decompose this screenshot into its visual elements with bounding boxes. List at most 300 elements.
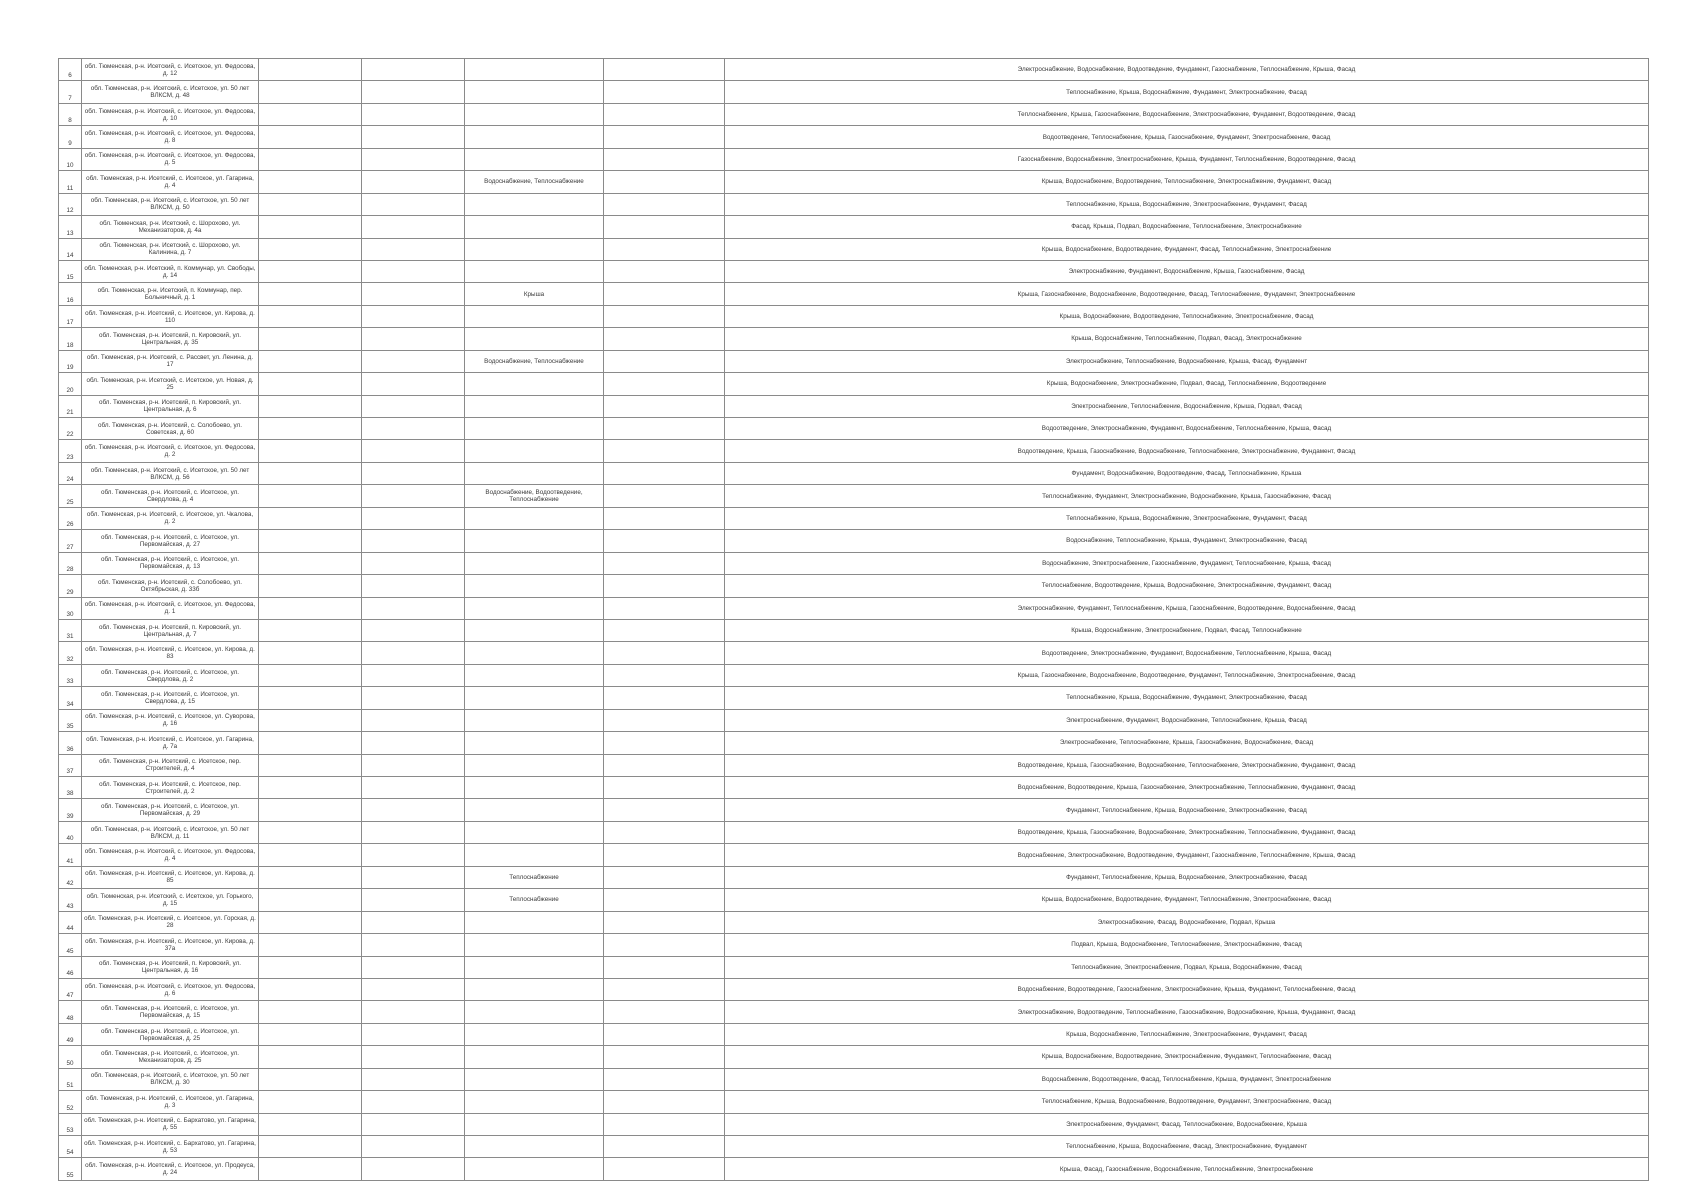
empty-cell <box>604 148 725 170</box>
row-number-cell: 11 <box>59 171 82 193</box>
empty-cell <box>362 552 465 574</box>
empty-cell <box>362 1046 465 1068</box>
works-list-cell: Теплоснабжение, Водоотведение, Крыша, Водоснабжение, Электроснабжение, Фундамент, Фасад <box>725 575 1649 597</box>
works-list-cell: Фундамент, Теплоснабжение, Крыша, Водоснабжение, Электроснабжение, Фасад <box>725 866 1649 888</box>
empty-cell <box>259 59 362 81</box>
planned-works-cell <box>465 1136 604 1158</box>
row-number-cell: 15 <box>59 260 82 282</box>
address-cell: обл. Тюменская, р-н. Исетский, с. Исетское, ул. 50 лет ВЛКСМ, д. 30 <box>82 1068 259 1090</box>
empty-cell <box>604 81 725 103</box>
empty-cell <box>259 709 362 731</box>
address-cell: обл. Тюменская, р-н. Исетский, с. Исетское, пер. Строителей, д. 4 <box>82 754 259 776</box>
empty-cell <box>604 934 725 956</box>
planned-works-cell <box>465 732 604 754</box>
address-cell: обл. Тюменская, р-н. Исетский, с. Исетское, ул. Свердлова, д. 15 <box>82 687 259 709</box>
planned-works-cell: Водоснабжение, Теплоснабжение <box>465 350 604 372</box>
address-cell: обл. Тюменская, р-н. Исетский, п. Коммунар, пер. Больничный, д. 1 <box>82 283 259 305</box>
works-list-cell: Теплоснабжение, Крыша, Водоснабжение, Электроснабжение, Фундамент, Фасад <box>725 507 1649 529</box>
row-number-cell: 40 <box>59 821 82 843</box>
address-cell: обл. Тюменская, р-н. Исетский, с. Исетское, пер. Строителей, д. 2 <box>82 777 259 799</box>
planned-works-cell <box>465 260 604 282</box>
works-list-cell: Электроснабжение, Теплоснабжение, Водоснабжение, Крыша, Фасад, Фундамент <box>725 350 1649 372</box>
empty-cell <box>604 350 725 372</box>
works-list-cell: Водоотведение, Электроснабжение, Фундамент, Водоснабжение, Теплоснабжение, Крыша, Фасад <box>725 418 1649 440</box>
empty-cell <box>259 664 362 686</box>
empty-cell <box>259 1001 362 1023</box>
address-cell: обл. Тюменская, р-н. Исетский, с. Исетское, ул. Чкалова, д. 2 <box>82 507 259 529</box>
empty-cell <box>362 732 465 754</box>
empty-cell <box>604 440 725 462</box>
row-number-cell: 18 <box>59 328 82 350</box>
table-row <box>59 238 1649 260</box>
empty-cell <box>259 260 362 282</box>
empty-cell <box>362 103 465 125</box>
address-cell: обл. Тюменская, р-н. Исетский, с. Исетское, ул. Кирова, д. 85 <box>82 866 259 888</box>
works-list-cell: Водоснабжение, Электроснабжение, Газоснабжение, Фундамент, Теплоснабжение, Крыша, Фасад <box>725 552 1649 574</box>
empty-cell <box>362 440 465 462</box>
empty-cell <box>259 193 362 215</box>
table-row <box>59 126 1649 148</box>
row-number-cell: 33 <box>59 664 82 686</box>
empty-cell <box>259 171 362 193</box>
address-cell: обл. Тюменская, р-н. Исетский, с. Исетское, ул. Первомайская, д. 15 <box>82 1001 259 1023</box>
works-list-cell: Электроснабжение, Фундамент, Фасад, Теплоснабжение, Водоснабжение, Крыша <box>725 1113 1649 1135</box>
empty-cell <box>604 328 725 350</box>
row-number-cell: 10 <box>59 148 82 170</box>
works-list-cell: Водоснабжение, Водоотведение, Фасад, Теплоснабжение, Крыша, Фундамент, Электроснабжение <box>725 1068 1649 1090</box>
table-row <box>59 81 1649 103</box>
empty-cell <box>362 216 465 238</box>
works-list-cell: Крыша, Газоснабжение, Водоснабжение, Водоотведение, Фасад, Теплоснабжение, Фундамент, Электроснабжение <box>725 283 1649 305</box>
planned-works-cell <box>465 956 604 978</box>
works-list-cell: Теплоснабжение, Крыша, Водоснабжение, Водоотведение, Фундамент, Электроснабжение, Фасад <box>725 1091 1649 1113</box>
empty-cell <box>362 395 465 417</box>
planned-works-cell: Теплоснабжение <box>465 866 604 888</box>
row-number-cell: 21 <box>59 395 82 417</box>
address-cell: обл. Тюменская, р-н. Исетский, с. Шорохово, ул. Механизаторов, д. 4а <box>82 216 259 238</box>
works-list-cell: Крыша, Водоснабжение, Водоотведение, Фундамент, Теплоснабжение, Электроснабжение, Фасад <box>725 889 1649 911</box>
address-cell: обл. Тюменская, р-н. Исетский, п. Коммунар, ул. Свободы, д. 14 <box>82 260 259 282</box>
address-cell: обл. Тюменская, р-н. Исетский, с. Исетское, ул. Механизаторов, д. 25 <box>82 1046 259 1068</box>
empty-cell <box>259 103 362 125</box>
row-number-cell: 31 <box>59 619 82 641</box>
table-row <box>59 889 1649 911</box>
empty-cell <box>604 395 725 417</box>
row-number-cell: 22 <box>59 418 82 440</box>
address-cell: обл. Тюменская, р-н. Исетский, с. Рассвет, ул. Ленина, д. 17 <box>82 350 259 372</box>
empty-cell <box>604 507 725 529</box>
address-cell: обл. Тюменская, р-н. Исетский, с. Исетское, ул. Суворова, д. 16 <box>82 709 259 731</box>
empty-cell <box>604 619 725 641</box>
works-list-cell: Водоотведение, Крыша, Газоснабжение, Водоснабжение, Электроснабжение, Теплоснабжение, Фундамент, Фасад <box>725 821 1649 843</box>
row-number-cell: 38 <box>59 777 82 799</box>
planned-works-cell <box>465 821 604 843</box>
empty-cell <box>604 1091 725 1113</box>
empty-cell <box>362 754 465 776</box>
table-row <box>59 216 1649 238</box>
empty-cell <box>362 530 465 552</box>
row-number-cell: 29 <box>59 575 82 597</box>
row-number-cell: 53 <box>59 1113 82 1135</box>
address-cell: обл. Тюменская, р-н. Исетский, с. Исетское, ул. Горская, д. 28 <box>82 911 259 933</box>
empty-cell <box>362 193 465 215</box>
empty-cell <box>604 59 725 81</box>
table-row <box>59 462 1649 484</box>
empty-cell <box>604 597 725 619</box>
works-list-cell: Крыша, Водоснабжение, Электроснабжение, Подвал, Фасад, Теплоснабжение, Водоотведение <box>725 373 1649 395</box>
works-list-cell: Крыша, Водоснабжение, Электроснабжение, Подвал, Фасад, Теплоснабжение <box>725 619 1649 641</box>
empty-cell <box>604 193 725 215</box>
address-cell: обл. Тюменская, р-н. Исетский, с. Исетское, ул. Кирова, д. 37а <box>82 934 259 956</box>
empty-cell <box>259 956 362 978</box>
empty-cell <box>259 283 362 305</box>
row-number-cell: 48 <box>59 1001 82 1023</box>
address-cell: обл. Тюменская, р-н. Исетский, с. Исетское, ул. Федосова, д. 5 <box>82 148 259 170</box>
address-cell: обл. Тюменская, р-н. Исетский, с. Солобоево, ул. Октябрьская, д. 33б <box>82 575 259 597</box>
table-row <box>59 552 1649 574</box>
row-number-cell: 54 <box>59 1136 82 1158</box>
empty-cell <box>259 530 362 552</box>
empty-cell <box>604 238 725 260</box>
empty-cell <box>604 418 725 440</box>
empty-cell <box>259 978 362 1000</box>
empty-cell <box>362 418 465 440</box>
row-number-cell: 35 <box>59 709 82 731</box>
row-number-cell: 42 <box>59 866 82 888</box>
works-list-cell: Теплоснабжение, Крыша, Водоснабжение, Фасад, Электроснабжение, Фундамент <box>725 1136 1649 1158</box>
address-cell: обл. Тюменская, р-н. Исетский, с. Шорохово, ул. Калинина, д. 7 <box>82 238 259 260</box>
address-cell: обл. Тюменская, р-н. Исетский, п. Кировский, ул. Центральная, д. 16 <box>82 956 259 978</box>
empty-cell <box>604 664 725 686</box>
table-row <box>59 1001 1649 1023</box>
address-cell: обл. Тюменская, р-н. Исетский, с. Исетское, ул. Продеуса, д. 24 <box>82 1158 259 1180</box>
empty-cell <box>362 283 465 305</box>
empty-cell <box>362 575 465 597</box>
row-number-cell: 41 <box>59 844 82 866</box>
empty-cell <box>259 889 362 911</box>
address-cell: обл. Тюменская, р-н. Исетский, с. Исетское, ул. Гагарина, д. 4 <box>82 171 259 193</box>
planned-works-cell <box>465 103 604 125</box>
empty-cell <box>259 732 362 754</box>
works-list-cell: Водоотведение, Теплоснабжение, Крыша, Газоснабжение, Фундамент, Электроснабжение, Фасад <box>725 126 1649 148</box>
table-row <box>59 1023 1649 1045</box>
address-cell: обл. Тюменская, р-н. Исетский, с. Исетское, ул. Первомайская, д. 25 <box>82 1023 259 1045</box>
address-cell: обл. Тюменская, р-н. Исетский, с. Исетское, ул. 50 лет ВЛКСМ, д. 50 <box>82 193 259 215</box>
empty-cell <box>604 1158 725 1180</box>
empty-cell <box>362 978 465 1000</box>
table-row <box>59 350 1649 372</box>
works-list-cell: Теплоснабжение, Крыша, Водоснабжение, Фундамент, Электроснабжение, Фасад <box>725 687 1649 709</box>
row-number-cell: 17 <box>59 305 82 327</box>
address-cell: обл. Тюменская, р-н. Исетский, с. Исетское, ул. Первомайская, д. 29 <box>82 799 259 821</box>
planned-works-cell <box>465 81 604 103</box>
empty-cell <box>604 552 725 574</box>
address-cell: обл. Тюменская, р-н. Исетский, с. Исетское, ул. Федосова, д. 12 <box>82 59 259 81</box>
table-row <box>59 754 1649 776</box>
table-row <box>59 978 1649 1000</box>
empty-cell <box>604 978 725 1000</box>
row-number-cell: 9 <box>59 126 82 148</box>
planned-works-cell <box>465 440 604 462</box>
works-list-cell: Крыша, Фасад, Газоснабжение, Водоснабжение, Теплоснабжение, Электроснабжение <box>725 1158 1649 1180</box>
planned-works-cell <box>465 238 604 260</box>
works-list-cell: Водоснабжение, Электроснабжение, Водоотведение, Фундамент, Газоснабжение, Теплоснабжение, Крыша, Фасад <box>725 844 1649 866</box>
address-cell: обл. Тюменская, р-н. Исетский, с. Исетское, ул. Федосова, д. 10 <box>82 103 259 125</box>
empty-cell <box>362 1001 465 1023</box>
planned-works-cell <box>465 664 604 686</box>
table-row <box>59 59 1649 81</box>
empty-cell <box>604 1113 725 1135</box>
table-row <box>59 171 1649 193</box>
works-list-cell: Водоснабжение, Водоотведение, Крыша, Газоснабжение, Электроснабжение, Теплоснабжение, Фундамент, Фасад <box>725 777 1649 799</box>
planned-works-cell <box>465 373 604 395</box>
planned-works-cell <box>465 911 604 933</box>
table-row <box>59 575 1649 597</box>
empty-cell <box>604 305 725 327</box>
empty-cell <box>259 1113 362 1135</box>
table-row <box>59 440 1649 462</box>
empty-cell <box>362 81 465 103</box>
row-number-cell: 20 <box>59 373 82 395</box>
empty-cell <box>259 642 362 664</box>
empty-cell <box>604 732 725 754</box>
works-list-cell: Электроснабжение, Фундамент, Теплоснабжение, Крыша, Газоснабжение, Водоотведение, Водоснабжение, Фасад <box>725 597 1649 619</box>
planned-works-cell <box>465 148 604 170</box>
table-row <box>59 1136 1649 1158</box>
works-list-cell: Электроснабжение, Фасад, Водоснабжение, Подвал, Крыша <box>725 911 1649 933</box>
empty-cell <box>604 866 725 888</box>
empty-cell <box>362 687 465 709</box>
empty-cell <box>259 148 362 170</box>
works-list-cell: Крыша, Водоснабжение, Водоотведение, Фундамент, Фасад, Теплоснабжение, Электроснабжение <box>725 238 1649 260</box>
address-cell: обл. Тюменская, р-н. Исетский, с. Исетское, ул. Федосова, д. 2 <box>82 440 259 462</box>
address-cell: обл. Тюменская, р-н. Исетский, с. Исетское, ул. Гагарина, д. 3 <box>82 1091 259 1113</box>
empty-cell <box>604 171 725 193</box>
planned-works-cell <box>465 193 604 215</box>
empty-cell <box>362 709 465 731</box>
empty-cell <box>362 59 465 81</box>
row-number-cell: 55 <box>59 1158 82 1180</box>
table-row <box>59 1113 1649 1135</box>
table-row <box>59 1158 1649 1180</box>
row-number-cell: 52 <box>59 1091 82 1113</box>
address-cell: обл. Тюменская, р-н. Исетский, с. Исетское, ул. Федосова, д. 1 <box>82 597 259 619</box>
empty-cell <box>259 619 362 641</box>
empty-cell <box>604 103 725 125</box>
empty-cell <box>604 1136 725 1158</box>
works-list-cell: Подвал, Крыша, Водоснабжение, Теплоснабжение, Электроснабжение, Фасад <box>725 934 1649 956</box>
table-row <box>59 934 1649 956</box>
empty-cell <box>604 754 725 776</box>
row-number-cell: 32 <box>59 642 82 664</box>
empty-cell <box>259 238 362 260</box>
empty-cell <box>259 216 362 238</box>
planned-works-cell <box>465 216 604 238</box>
empty-cell <box>259 305 362 327</box>
row-number-cell: 7 <box>59 81 82 103</box>
empty-cell <box>362 642 465 664</box>
table-row <box>59 283 1649 305</box>
address-cell: обл. Тюменская, р-н. Исетский, с. Исетское, ул. Первомайская, д. 13 <box>82 552 259 574</box>
address-cell: обл. Тюменская, р-н. Исетский, с. Исетское, ул. Кирова, д. 83 <box>82 642 259 664</box>
row-number-cell: 44 <box>59 911 82 933</box>
row-number-cell: 13 <box>59 216 82 238</box>
address-cell: обл. Тюменская, р-н. Исетский, п. Кировский, ул. Центральная, д. 7 <box>82 619 259 641</box>
planned-works-cell <box>465 1091 604 1113</box>
works-list-cell: Теплоснабжение, Крыша, Водоснабжение, Фундамент, Электроснабжение, Фасад <box>725 81 1649 103</box>
planned-works-cell <box>465 418 604 440</box>
empty-cell <box>362 911 465 933</box>
works-list-cell: Водоотведение, Крыша, Газоснабжение, Водоснабжение, Теплоснабжение, Электроснабжение, Фундамент, Фасад <box>725 440 1649 462</box>
address-cell: обл. Тюменская, р-н. Исетский, с. Исетское, ул. Свердлова, д. 4 <box>82 485 259 507</box>
empty-cell <box>259 485 362 507</box>
table-body <box>59 59 1649 1181</box>
empty-cell <box>362 821 465 843</box>
table-row <box>59 395 1649 417</box>
works-list-cell: Электроснабжение, Теплоснабжение, Крыша, Газоснабжение, Водоснабжение, Фасад <box>725 732 1649 754</box>
table-row <box>59 777 1649 799</box>
works-list-cell: Электроснабжение, Водоснабжение, Водоотведение, Фундамент, Газоснабжение, Теплоснабжение, Крыша, Фасад <box>725 59 1649 81</box>
empty-cell <box>259 126 362 148</box>
row-number-cell: 25 <box>59 485 82 507</box>
works-list-cell: Теплоснабжение, Крыша, Газоснабжение, Водоснабжение, Электроснабжение, Фундамент, Водоотведение, Фасад <box>725 103 1649 125</box>
works-list-cell: Теплоснабжение, Крыша, Водоснабжение, Электроснабжение, Фундамент, Фасад <box>725 193 1649 215</box>
planned-works-cell <box>465 1113 604 1135</box>
row-number-cell: 39 <box>59 799 82 821</box>
row-number-cell: 45 <box>59 934 82 956</box>
empty-cell <box>362 1136 465 1158</box>
empty-cell <box>604 1068 725 1090</box>
empty-cell <box>259 1158 362 1180</box>
address-cell: обл. Тюменская, р-н. Исетский, с. Исетское, ул. Новая, д. 25 <box>82 373 259 395</box>
empty-cell <box>362 148 465 170</box>
empty-cell <box>604 709 725 731</box>
empty-cell <box>604 642 725 664</box>
empty-cell <box>259 507 362 529</box>
empty-cell <box>604 126 725 148</box>
empty-cell <box>362 305 465 327</box>
row-number-cell: 49 <box>59 1023 82 1045</box>
address-cell: обл. Тюменская, р-н. Исетский, с. Исетское, ул. 50 лет ВЛКСМ, д. 11 <box>82 821 259 843</box>
planned-works-cell <box>465 619 604 641</box>
empty-cell <box>259 350 362 372</box>
empty-cell <box>362 664 465 686</box>
address-cell: обл. Тюменская, р-н. Исетский, с. Исетское, ул. Первомайская, д. 27 <box>82 530 259 552</box>
planned-works-cell <box>465 777 604 799</box>
planned-works-cell <box>465 754 604 776</box>
empty-cell <box>604 889 725 911</box>
table-row <box>59 328 1649 350</box>
planned-works-cell <box>465 575 604 597</box>
empty-cell <box>604 956 725 978</box>
empty-cell <box>362 956 465 978</box>
planned-works-cell <box>465 462 604 484</box>
empty-cell <box>259 821 362 843</box>
address-cell: обл. Тюменская, р-н. Исетский, с. Бархатово, ул. Гагарина, д. 55 <box>82 1113 259 1135</box>
empty-cell <box>362 889 465 911</box>
address-cell: обл. Тюменская, р-н. Исетский, с. Исетское, ул. Кирова, д. 110 <box>82 305 259 327</box>
empty-cell <box>259 462 362 484</box>
empty-cell <box>362 260 465 282</box>
empty-cell <box>362 866 465 888</box>
row-number-cell: 27 <box>59 530 82 552</box>
row-number-cell: 28 <box>59 552 82 574</box>
planned-works-cell <box>465 552 604 574</box>
row-number-cell: 24 <box>59 462 82 484</box>
empty-cell <box>604 462 725 484</box>
empty-cell <box>259 687 362 709</box>
works-list-cell: Фундамент, Теплоснабжение, Крыша, Водоснабжение, Электроснабжение, Фасад <box>725 799 1649 821</box>
empty-cell <box>259 1023 362 1045</box>
works-list-cell: Крыша, Водоснабжение, Водоотведение, Теплоснабжение, Электроснабжение, Фасад <box>725 305 1649 327</box>
empty-cell <box>259 777 362 799</box>
planned-works-cell: Теплоснабжение <box>465 889 604 911</box>
planned-works-cell <box>465 395 604 417</box>
empty-cell <box>362 485 465 507</box>
row-number-cell: 6 <box>59 59 82 81</box>
empty-cell <box>604 911 725 933</box>
table-row <box>59 1068 1649 1090</box>
empty-cell <box>362 1113 465 1135</box>
empty-cell <box>259 440 362 462</box>
row-number-cell: 14 <box>59 238 82 260</box>
works-list-cell: Электроснабжение, Теплоснабжение, Водоснабжение, Крыша, Подвал, Фасад <box>725 395 1649 417</box>
row-number-cell: 46 <box>59 956 82 978</box>
row-number-cell: 37 <box>59 754 82 776</box>
empty-cell <box>259 81 362 103</box>
empty-cell <box>604 373 725 395</box>
table-row <box>59 956 1649 978</box>
planned-works-cell <box>465 530 604 552</box>
empty-cell <box>362 507 465 529</box>
works-list-cell: Теплоснабжение, Фундамент, Электроснабжение, Водоснабжение, Крыша, Газоснабжение, Фасад <box>725 485 1649 507</box>
address-cell: обл. Тюменская, р-н. Исетский, с. Бархатово, ул. Гагарина, д. 53 <box>82 1136 259 1158</box>
planned-works-cell <box>465 642 604 664</box>
table-row <box>59 1046 1649 1068</box>
address-cell: обл. Тюменская, р-н. Исетский, с. Исетское, ул. Свердлова, д. 2 <box>82 664 259 686</box>
works-list-cell: Водоснабжение, Теплоснабжение, Крыша, Фундамент, Электроснабжение, Фасад <box>725 530 1649 552</box>
planned-works-cell <box>465 1068 604 1090</box>
address-cell: обл. Тюменская, р-н. Исетский, п. Кировский, ул. Центральная, д. 6 <box>82 395 259 417</box>
planned-works-cell <box>465 1158 604 1180</box>
table-row <box>59 103 1649 125</box>
empty-cell <box>362 844 465 866</box>
address-cell: обл. Тюменская, р-н. Исетский, с. Исетское, ул. 50 лет ВЛКСМ, д. 56 <box>82 462 259 484</box>
row-number-cell: 47 <box>59 978 82 1000</box>
address-cell: обл. Тюменская, р-н. Исетский, п. Кировский, ул. Центральная, д. 35 <box>82 328 259 350</box>
empty-cell <box>362 350 465 372</box>
empty-cell <box>259 934 362 956</box>
works-list-cell: Водоотведение, Электроснабжение, Фундамент, Водоснабжение, Теплоснабжение, Крыша, Фасад <box>725 642 1649 664</box>
table-row <box>59 844 1649 866</box>
row-number-cell: 23 <box>59 440 82 462</box>
row-number-cell: 36 <box>59 732 82 754</box>
planned-works-cell <box>465 328 604 350</box>
works-list-cell: Фасад, Крыша, Подвал, Водоснабжение, Теплоснабжение, Электроснабжение <box>725 216 1649 238</box>
empty-cell <box>259 328 362 350</box>
empty-cell <box>362 1158 465 1180</box>
table-row <box>59 911 1649 933</box>
empty-cell <box>362 934 465 956</box>
empty-cell <box>259 395 362 417</box>
empty-cell <box>604 777 725 799</box>
empty-cell <box>259 575 362 597</box>
address-cell: обл. Тюменская, р-н. Исетский, с. Исетское, ул. 50 лет ВЛКСМ, д. 48 <box>82 81 259 103</box>
empty-cell <box>259 1091 362 1113</box>
row-number-cell: 16 <box>59 283 82 305</box>
works-list-cell: Водоотведение, Крыша, Газоснабжение, Водоснабжение, Теплоснабжение, Электроснабжение, Фундамент, Фасад <box>725 754 1649 776</box>
planned-works-cell <box>465 934 604 956</box>
